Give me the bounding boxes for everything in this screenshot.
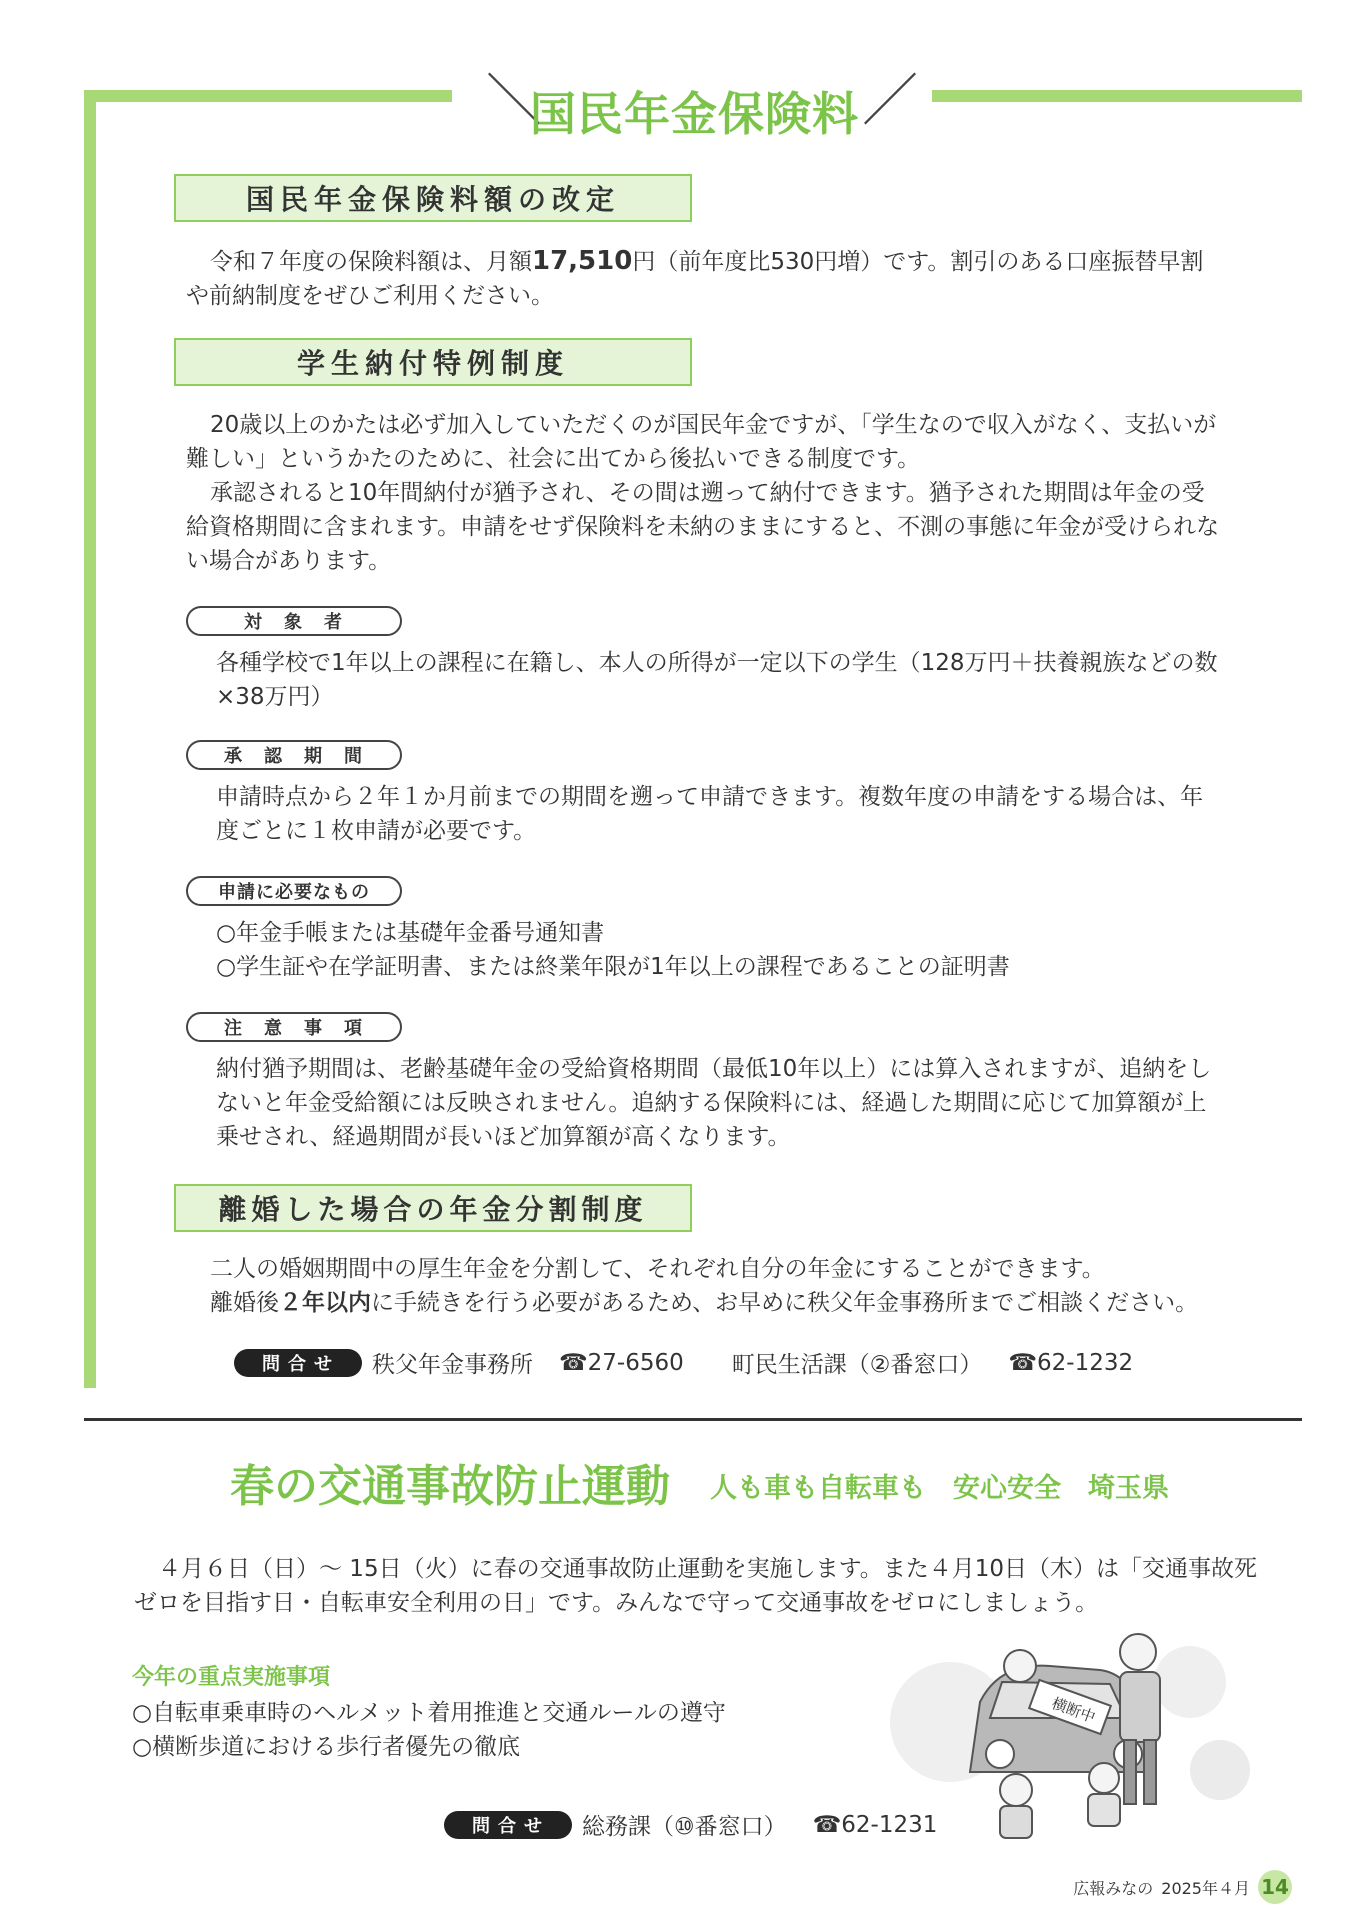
inquiry-label: 問合せ: [444, 1811, 572, 1839]
required-list: [216, 916, 1226, 984]
heading-student-special: 学生納付特例制度: [174, 338, 692, 386]
inquiry-office-1: 秩父年金事務所: [372, 1352, 533, 1378]
crossing-sign-text: 横断中: [1049, 1694, 1098, 1727]
list-item: ○学生証や在学証明書、または終業年限が1年以上の課程であることの証明書: [216, 954, 1010, 980]
heading-divorce-split: 離婚した場合の年金分割制度: [174, 1184, 692, 1232]
inquiry-office-2: 町民生活課（②番窓口）: [731, 1352, 983, 1378]
section-divider: [84, 1418, 1302, 1421]
traffic-slogan: 人も車も自転車も 安心安全 埼玉県: [710, 1473, 1169, 1504]
premium-amount: 17,510: [532, 246, 633, 276]
target-text: 各種学校で1年以上の課程に在籍し、本人の所得が一定以下の学生（128万円＋扶養親族などの数×38万円）: [216, 650, 1218, 710]
period-text: 申請時点から２年１か月前までの期間を遡って申請できます。複数年度の申請をする場合は、年度ごとに１枚申請が必要です。: [216, 784, 1204, 844]
section-title-pension: 国民年金保険料: [530, 87, 859, 141]
inquiry-tel: ☎62-1231: [812, 1811, 938, 1838]
title-slash-left: ＼: [486, 69, 542, 134]
inquiry-label: 問合せ: [234, 1349, 362, 1377]
revision-paragraph: 令和７年度の保険料額は、月額17,510円（前年度比530円増）です。割引のある口座振替早割や前納制度をぜひご利用ください。: [186, 246, 1204, 309]
student-paragraphs: 20歳以上のかたは必ず加入していただくのが国民年金ですが、「学生なので収入がなく、支払いが難しい」というかたのために、社会に出てから後払いできる制度です。 承認されると10年間納付が猶予され、その間は遡って納付できます。猶予された期間は年金の受給資格期間に含まれます。申請をせず保険料を未納のままにすると、不測の事態に年金が受けられない場合があります。: [186, 412, 1220, 574]
list-item: ○横断歩道における歩行者優先の徹底: [132, 1734, 521, 1760]
publication-date: 2025年４月: [1161, 1878, 1250, 1898]
notes-text: 納付猶予期間は、老齢基礎年金の受給資格期間（最低10年以上）には算入されますが、追納をしないと年金受給額には反映されません。追納する保険料には、経過した期間に応じて加算額が上乗せされ、経過期間が長いほど加算額が高くなります。: [216, 1056, 1212, 1150]
page-footer: [1073, 1870, 1292, 1904]
list-item: ○自転車乗車時のヘルメット着用推進と交通ルールの遵守: [132, 1700, 726, 1726]
label-required: 申請に必要なもの: [186, 876, 402, 906]
focus-heading: 今年の重点実施事項: [132, 1665, 331, 1690]
frame-line-right: [932, 90, 1302, 102]
title-slash-right: ／: [862, 69, 918, 134]
heading-premium-revision: 国民年金保険料額の改定: [174, 174, 692, 222]
label-notes: 注意事項: [186, 1012, 402, 1042]
frame-line-left: [84, 90, 452, 102]
traffic-inquiry: [444, 1808, 937, 1841]
inquiry-tel-2: ☎62-1232: [1008, 1349, 1134, 1376]
section-title-traffic: 春の交通事故防止運動: [230, 1461, 670, 1512]
traffic-safety-illustration: [890, 1622, 1250, 1854]
publication-name: 広報みなの: [1073, 1878, 1154, 1898]
page-number: 14: [1258, 1870, 1292, 1904]
focus-list: [132, 1696, 892, 1764]
list-item: ○年金手帳または基礎年金番号通知書: [216, 920, 605, 946]
frame-line-vertical: [84, 90, 96, 1388]
label-period: 承認期間: [186, 740, 402, 770]
traffic-paragraph: ４月６日（日）～ 15日（火）に春の交通事故防止運動を実施します。また４月10日（木）は「交通事故死ゼロを目指す日・自転車安全利用の日」です。みんなで守って交通事故をゼロにしましょう。: [134, 1556, 1258, 1616]
inquiry-tel-1: ☎27-6560: [559, 1349, 684, 1376]
label-target: 対象者: [186, 606, 402, 636]
inquiry-office: 総務課（⑩番窓口）: [582, 1814, 787, 1840]
divorce-paragraph: 二人の婚姻期間中の厚生年金を分割して、それぞれ自分の年金にすることができます。 離婚後２年以内に手続きを行う必要があるため、お早めに秩父年金事務所までご相談ください。: [210, 1256, 1199, 1316]
pension-inquiry: [234, 1346, 1133, 1379]
